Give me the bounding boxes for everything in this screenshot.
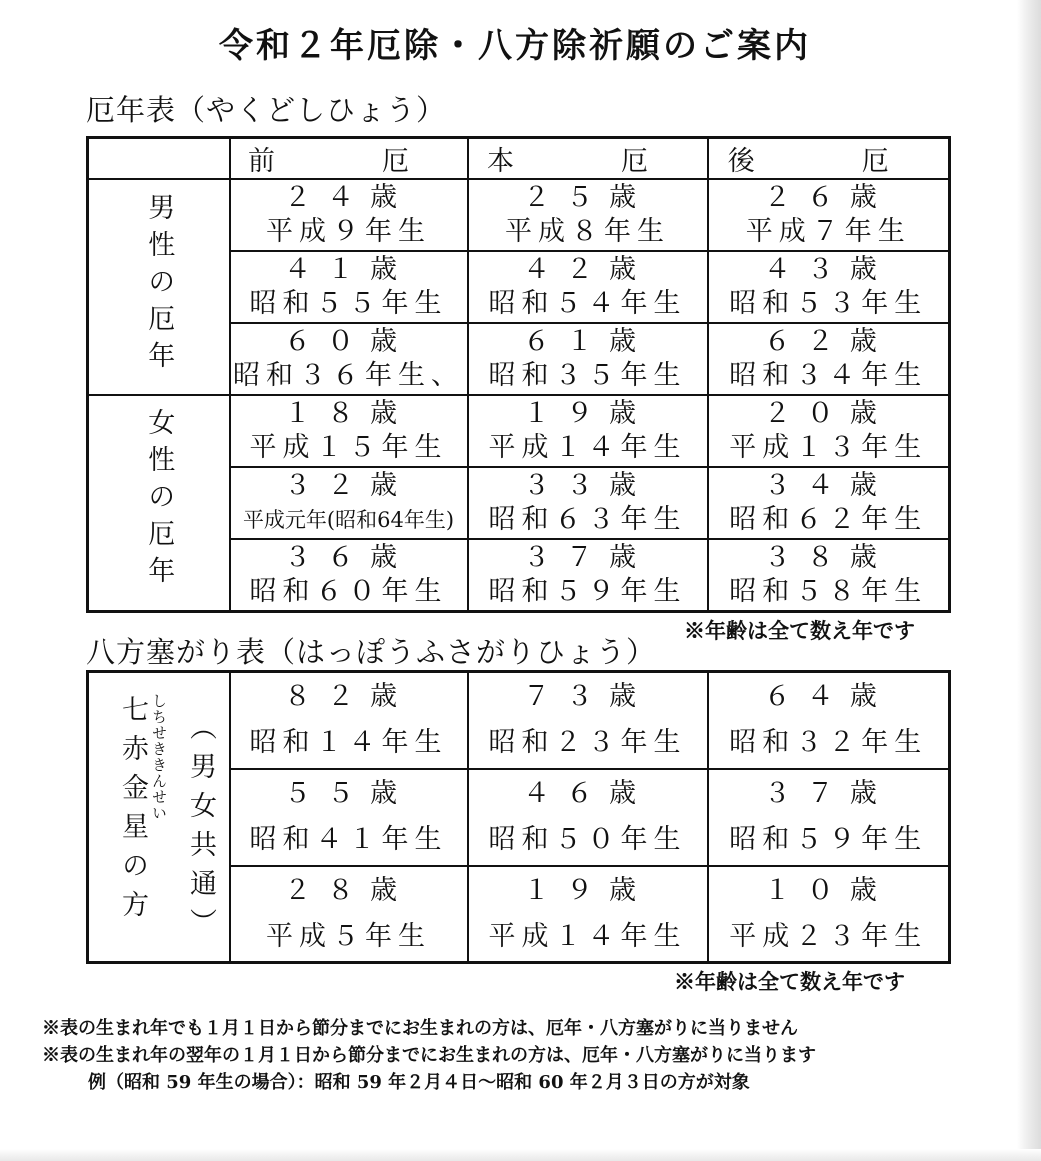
- shichiseki-label-cell: [88, 672, 230, 963]
- age-value: ８２歳: [284, 681, 413, 713]
- birth-year-value: 平成元年(昭和64年生): [242, 508, 455, 532]
- birth-year-value: 平成２３年生: [729, 920, 928, 952]
- happou-age-note: ※年齢は全て数え年です: [674, 969, 905, 994]
- age-value: ４１歳: [284, 254, 413, 285]
- age-value: ７３歳: [523, 681, 652, 713]
- yakudoshi-age-note: ※年齢は全て数え年です: [684, 618, 915, 643]
- birth-year-value: 昭和１４年生: [249, 727, 448, 759]
- table-cell: [708, 866, 950, 963]
- age-value: ３６歳: [284, 541, 413, 573]
- age-value: ４６歳: [523, 778, 652, 809]
- shichiseki-common-note: （男女共通）: [185, 713, 216, 947]
- table-cell: [708, 539, 950, 611]
- birth-year-value: 昭和５５年生: [249, 288, 448, 319]
- age-value: ６２歳: [763, 326, 893, 357]
- male-yakudoshi-label-cell: [88, 179, 230, 395]
- birth-year-value: 平成７年生: [745, 216, 911, 247]
- age-value: ３２歳: [284, 470, 413, 501]
- birth-year-value: 平成１３年生: [729, 432, 928, 463]
- table-cell: [468, 395, 708, 467]
- table-cell: [230, 539, 468, 611]
- birth-year-value: 昭和３２年生: [729, 727, 928, 759]
- table-row: [88, 672, 950, 769]
- table-cell: [230, 672, 468, 769]
- table-cell: [708, 672, 950, 769]
- age-value: ６１歳: [523, 326, 652, 357]
- age-value: ３７歳: [763, 778, 893, 809]
- age-value: ２６歳: [763, 182, 893, 213]
- birth-year-value: 平成８年生: [505, 216, 670, 247]
- age-value: ２５歳: [523, 182, 652, 213]
- birth-year-value: 昭和５９年生: [488, 575, 687, 607]
- age-value: １９歳: [523, 398, 652, 429]
- birth-year-value: 昭和６０年生: [249, 575, 448, 607]
- happou-section-title: 八方塞がり表（はっぽうふさがりひょう）: [86, 635, 657, 669]
- table-cell: [708, 467, 950, 539]
- footer-note-2: ※表の生まれ年の翌年の１月１日から節分までにお生まれの方は、厄年・八方塞がりに当ります: [42, 1045, 816, 1066]
- header-atoyaku: 後 厄: [708, 138, 950, 180]
- page-bottom-edge: [0, 1149, 1041, 1161]
- birth-year-value: 昭和５０年生: [488, 824, 687, 855]
- birth-year-value: 昭和５４年生: [488, 288, 687, 319]
- age-value: ４３歳: [763, 254, 893, 285]
- age-value: ３７歳: [523, 541, 652, 573]
- yakudoshi-table: [86, 136, 951, 613]
- table-row: [88, 395, 950, 467]
- table-cell: [468, 866, 708, 963]
- birth-year-value: 昭和６３年生: [488, 504, 687, 535]
- birth-year-value: 平成９年生: [266, 216, 431, 247]
- birth-year-value: 昭和４１年生: [249, 824, 448, 855]
- shichiseki-ruby: しちせききんせい: [150, 693, 168, 821]
- table-cell: [708, 395, 950, 467]
- header-maeyaku: 前 厄: [230, 138, 468, 180]
- female-yakudoshi-label-cell: [88, 395, 230, 611]
- age-value: ２８歳: [284, 874, 413, 906]
- table-cell: [468, 323, 708, 395]
- header-corner-cell: [88, 138, 230, 180]
- age-value: ２４歳: [284, 182, 413, 213]
- birth-year-value: 平成５年生: [266, 920, 431, 952]
- page-title: 令和２年厄除・八方除祈願のご案内: [219, 26, 811, 66]
- age-value: ３３歳: [523, 470, 652, 501]
- table-cell: [230, 179, 468, 251]
- birth-year-value: 昭和３６年生、: [233, 360, 464, 391]
- table-cell: [468, 467, 708, 539]
- table-cell: [708, 323, 950, 395]
- table-cell: [230, 467, 468, 539]
- age-value: ６０歳: [284, 326, 413, 357]
- birth-year-value: 平成１４年生: [488, 920, 687, 952]
- birth-year-value: 昭和３５年生: [488, 360, 687, 391]
- birth-year-value: 昭和２３年生: [488, 727, 687, 759]
- birth-year-value: 平成１５年生: [249, 432, 448, 463]
- birth-year-value: 昭和５３年生: [729, 288, 928, 319]
- age-value: １０歳: [763, 874, 893, 906]
- yakudoshi-header-row: [88, 138, 950, 180]
- table-cell: [468, 769, 708, 866]
- age-value: ４２歳: [523, 254, 652, 285]
- footer-note-1: ※表の生まれ年でも１月１日から節分までにお生まれの方は、厄年・八方塞がりに当りません: [42, 1018, 798, 1039]
- table-cell: [468, 251, 708, 323]
- age-value: １８歳: [284, 398, 413, 429]
- table-cell: [230, 395, 468, 467]
- table-cell: [230, 251, 468, 323]
- birth-year-value: 昭和５８年生: [729, 575, 928, 607]
- table-cell: [708, 179, 950, 251]
- female-yakudoshi-label: 女性の厄年: [143, 408, 175, 594]
- age-value: ３８歳: [763, 541, 893, 573]
- table-cell: [230, 323, 468, 395]
- table-cell: [230, 769, 468, 866]
- footer-example: 例（昭和 59 年生の場合）：昭和 59 年２月４日～昭和 60 年２月３日の方が対象: [88, 1072, 750, 1093]
- happou-table: [86, 670, 951, 964]
- age-value: ５５歳: [284, 778, 413, 809]
- table-cell: [468, 539, 708, 611]
- yakudoshi-section-title: 厄年表（やくどしひょう）: [86, 93, 447, 127]
- header-honyaku: 本 厄: [468, 138, 708, 180]
- table-row: [88, 179, 950, 251]
- table-cell: [230, 866, 468, 963]
- age-value: １９歳: [523, 874, 652, 906]
- age-value: ２０歳: [763, 398, 893, 429]
- shichiseki-label: 七赤金星の方: [117, 695, 148, 929]
- page-edge-shadow: [1017, 0, 1041, 1161]
- age-value: ３４歳: [763, 470, 893, 501]
- birth-year-value: 平成１４年生: [488, 432, 687, 463]
- male-yakudoshi-label: 男性の厄年: [143, 192, 175, 378]
- birth-year-value: 昭和５９年生: [729, 824, 928, 855]
- age-value: ６４歳: [763, 681, 893, 713]
- table-cell: [708, 251, 950, 323]
- birth-year-value: 昭和６２年生: [729, 504, 928, 535]
- birth-year-value: 昭和３４年生: [729, 360, 928, 391]
- table-cell: [708, 769, 950, 866]
- table-cell: [468, 179, 708, 251]
- table-cell: [468, 672, 708, 769]
